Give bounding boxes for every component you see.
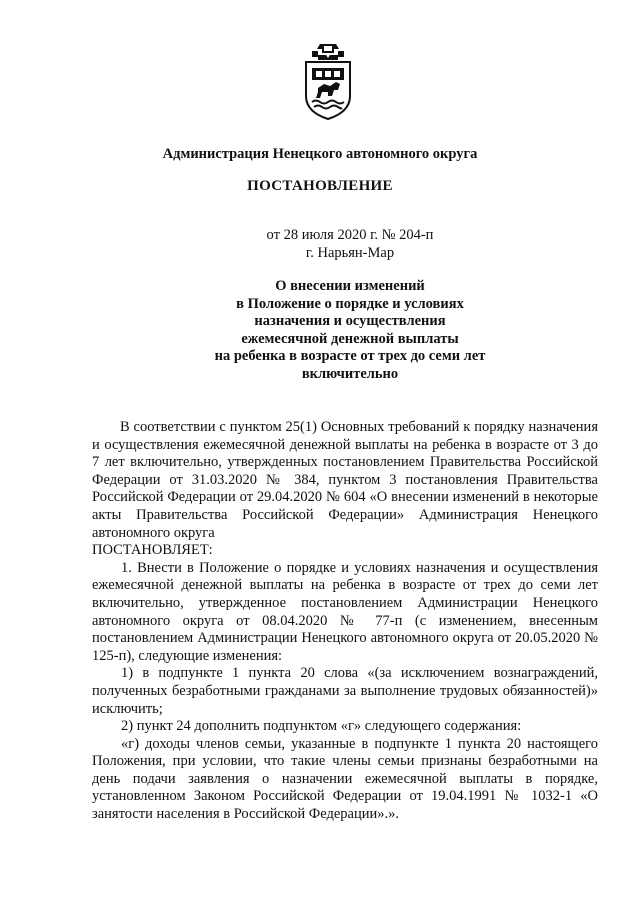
place: г. Нарьян-Мар [305,245,395,261]
title-line: назначения и осуществления [254,313,446,330]
coat-of-arms-icon [298,40,358,122]
document-body [92,419,598,824]
subitem-2-paragraph: 2) пункт 24 дополнить подпунктом «г» следующего содержания: [121,718,522,735]
item-1-paragraph: 1. Внести в Положение о порядке и условиях назначения и осуществления ежемесячной денежной выплаты на ребенка в возрасте от трех до семи лет включительно, утвержденное постановлением Администрации Ненецкого автономного округа от 08.04.2020 № 77-п (с изменением, внесенным постановлением Администрации Ненецкого автономного округа от 20.05.2020 № 125-п), следующие изменения: [92,559,598,664]
document-type: ПОСТАНОВЛЕНИЕ [247,178,393,194]
preamble-paragraph: В соответствии с пунктом 25(1) Основных требований к порядку назначения и осуществления ежемесячной денежной выплаты на ребенка в возрасте от 3 до 7 лет включительно, утвержденных постановлением Правительства Российской Федерации от 31.03.2020 № 384, пунктом 3 постановления Правительства Российской Федерации от 29.04.2020 № 604 «О внесении изменений в некоторые акты Правительства Российской Федерации» Администрация Ненецкого автономного округа [92,419,598,541]
document-title [30,278,640,384]
organization-name: Администрация Ненецкого автономного округа [162,146,478,162]
date-number: от 28 июля 2020 г. № 204-п [266,227,434,243]
title-line: на ребенка в возрасте от трех до семи лет [214,348,486,365]
subitem-2-text-paragraph: «г) доходы членов семьи, указанные в подпункте 1 пункта 20 настоящего Положения, при условии, что такие члены семьи признаны безработными на день подачи заявления о назначении ежемесячной выплаты в порядке, установленном Законом Российской Федерации от 19.04.1991 № 1032-1 «О занятости населения в Российской Федерации».». [92,735,598,823]
title-line: в Положение о порядке и условиях [236,295,464,312]
title-line: включительно [301,365,399,382]
resolves-heading: ПОСТАНОВЛЯЕТ: [92,542,213,559]
title-line: ежемесячной денежной выплаты [241,330,459,347]
date-block [30,226,640,262]
title-line: О внесении изменений [275,278,425,294]
subitem-1-paragraph: 1) в подпункте 1 пункта 20 слова «(за исключением вознаграждений, полученных безработными гражданами за выполнение трудовых обязанностей)» исключить; [92,665,598,717]
